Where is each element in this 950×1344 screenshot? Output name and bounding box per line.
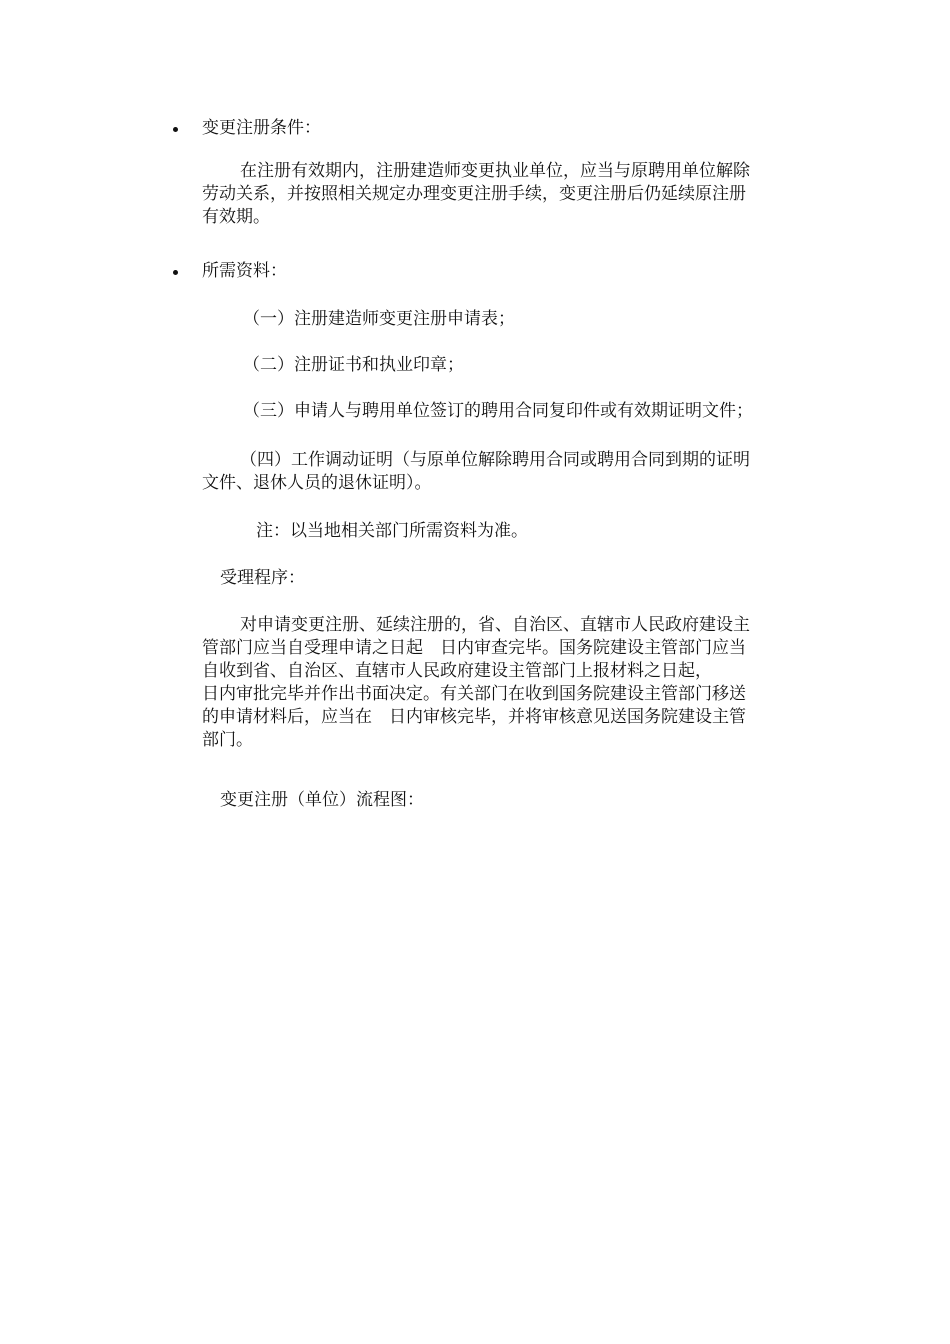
paragraph-change-conditions [202, 160, 808, 229]
paragraph-line: （四）工作调动证明（与原单位解除聘用合同或聘用合同到期的证明 [240, 450, 750, 470]
paragraph-line: 部门。 [202, 730, 253, 750]
section-heading-acceptance-procedure: 受理程序： [220, 568, 305, 588]
paragraph-line: 劳动关系，并按照相关规定办理变更注册手续，变更注册后仍延续原注册 [202, 184, 746, 204]
section-heading-change-conditions: 变更注册条件： [202, 118, 321, 138]
material-item-4 [202, 449, 808, 495]
paragraph-line: 的申请材料后，应当在 日内审核完毕，并将审核意见送国务院建设主管 [202, 707, 746, 727]
paragraph-line: 对申请变更注册、延续注册的，省、自治区、直辖市人民政府建设主 [240, 615, 750, 635]
material-item-3: （三）申请人与聘用单位签订的聘用合同复印件或有效期证明文件； [243, 401, 753, 421]
material-item-1: （一）注册建造师变更注册申请表； [243, 309, 515, 329]
section-heading-required-materials: 所需资料： [202, 261, 287, 281]
bullet-icon [173, 270, 178, 275]
paragraph-line: 管部门应当自受理申请之日起 日内审查完毕。国务院建设主管部门应当 [202, 638, 746, 658]
bullet-icon [173, 127, 178, 132]
paragraph-line: 在注册有效期内，注册建造师变更执业单位，应当与原聘用单位解除 [240, 161, 750, 181]
paragraph-line: 日内审批完毕并作出书面决定。有关部门在收到国务院建设主管部门移送 [202, 684, 746, 704]
paragraph-line: 有效期。 [202, 207, 270, 227]
paragraph-line: 自收到省、自治区、直辖市人民政府建设主管部门上报材料之日起， [202, 661, 712, 681]
paragraph-acceptance-procedure [202, 614, 808, 752]
paragraph-line: 文件、退休人员的退休证明）。 [202, 473, 432, 493]
materials-note: 注：以当地相关部门所需资料为准。 [256, 521, 528, 541]
material-item-2: （二）注册证书和执业印章； [243, 355, 464, 375]
section-heading-flowchart: 变更注册（单位）流程图： [220, 790, 424, 810]
